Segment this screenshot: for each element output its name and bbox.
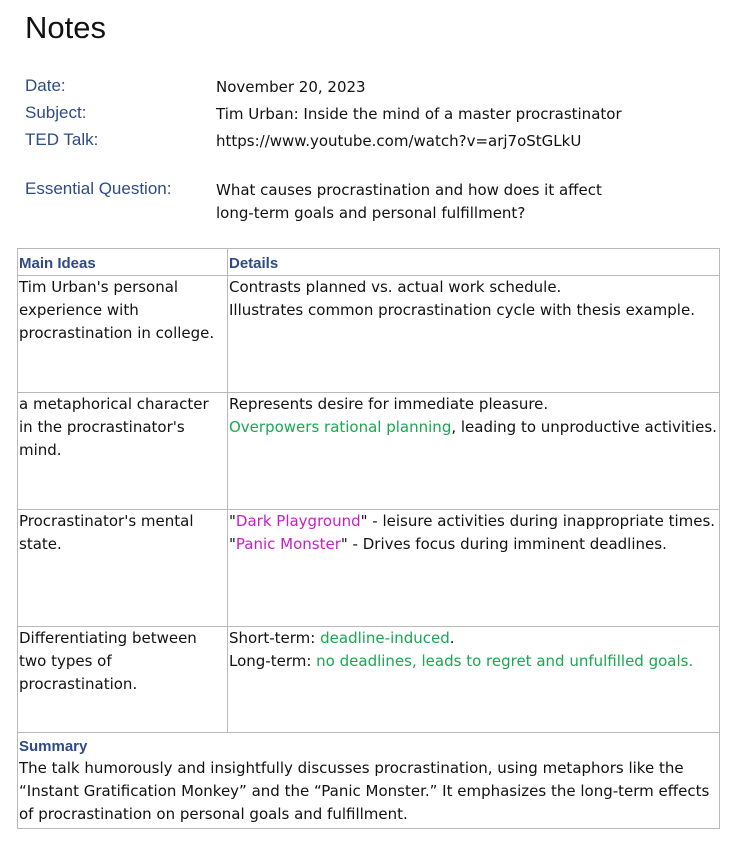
table-row xyxy=(18,393,720,510)
essential-question-line-2: long-term goals and personal fulfillment? xyxy=(216,204,526,222)
essential-question-label: Essential Question: xyxy=(25,179,172,198)
detail-line xyxy=(229,533,719,556)
details-cell xyxy=(228,627,720,733)
detail-line xyxy=(229,416,719,439)
quote-mark: " xyxy=(229,535,236,553)
detail-line xyxy=(229,627,719,650)
cornell-notes-table xyxy=(17,248,720,829)
page-title: Notes xyxy=(25,10,106,45)
detail-line xyxy=(229,650,719,673)
summary-text: The talk humorously and insightfully discusses procrastination, using metaphors like the “Instant Gratification Monkey” and the “Panic Monster.” It emphasizes the long-term effects of procrastination on personal goals and fulfillment. xyxy=(19,759,710,823)
main-idea-cell: a metaphorical character in the procrastinator's mind. xyxy=(18,393,228,510)
details-cell xyxy=(228,276,720,393)
essential-question-line-1: What causes procrastination and how does it affect xyxy=(216,181,602,199)
summary-row xyxy=(18,733,720,829)
table-row xyxy=(18,276,720,393)
detail-text: " - Drives focus during imminent deadlines. xyxy=(340,535,667,553)
detail-line: Represents desire for immediate pleasure. xyxy=(229,395,549,413)
date-value: November 20, 2023 xyxy=(216,78,366,96)
detail-line: Contrasts planned vs. actual work schedule. xyxy=(229,278,562,296)
quote-mark: " xyxy=(229,512,236,530)
detail-line xyxy=(229,510,719,533)
main-idea-cell: Differentiating between two types of procrastination. xyxy=(18,627,228,733)
details-cell xyxy=(228,510,720,627)
highlight-green: deadline-induced xyxy=(320,629,450,647)
date-label: Date: xyxy=(25,76,66,95)
highlight-magenta: Dark Playground xyxy=(235,512,361,530)
detail-line: Illustrates common procrastination cycle with thesis example. xyxy=(229,301,695,319)
highlight-magenta: Panic Monster xyxy=(235,535,341,553)
header-details: Details xyxy=(228,249,720,276)
table-row xyxy=(18,510,720,627)
header-main-ideas: Main Ideas xyxy=(18,249,228,276)
detail-text: , leading to unproductive activities. xyxy=(451,418,717,436)
table-header-row xyxy=(18,249,720,276)
detail-text: " - leisure activities during inappropriate times. xyxy=(360,512,716,530)
ted-talk-label: TED Talk: xyxy=(25,130,99,149)
essential-question-value xyxy=(216,179,716,225)
highlight-green: no deadlines, leads to regret and unfulfilled goals. xyxy=(316,652,694,670)
summary-label: Summary xyxy=(19,738,88,755)
table-row xyxy=(18,627,720,733)
summary-cell xyxy=(18,733,720,829)
highlight-green: Overpowers rational planning xyxy=(229,418,452,436)
detail-label: Short-term: xyxy=(229,629,321,647)
detail-text: . xyxy=(449,629,455,647)
details-cell xyxy=(228,393,720,510)
detail-label: Long-term: xyxy=(229,652,317,670)
subject-value: Tim Urban: Inside the mind of a master procrastinator xyxy=(216,105,622,123)
main-idea-cell: Procrastinator's mental state. xyxy=(18,510,228,627)
subject-label: Subject: xyxy=(25,103,87,122)
ted-talk-url[interactable]: https://www.youtube.com/watch?v=arj7oStGLkU xyxy=(216,132,582,150)
main-idea-cell: Tim Urban's personal experience with procrastination in college. xyxy=(18,276,228,393)
